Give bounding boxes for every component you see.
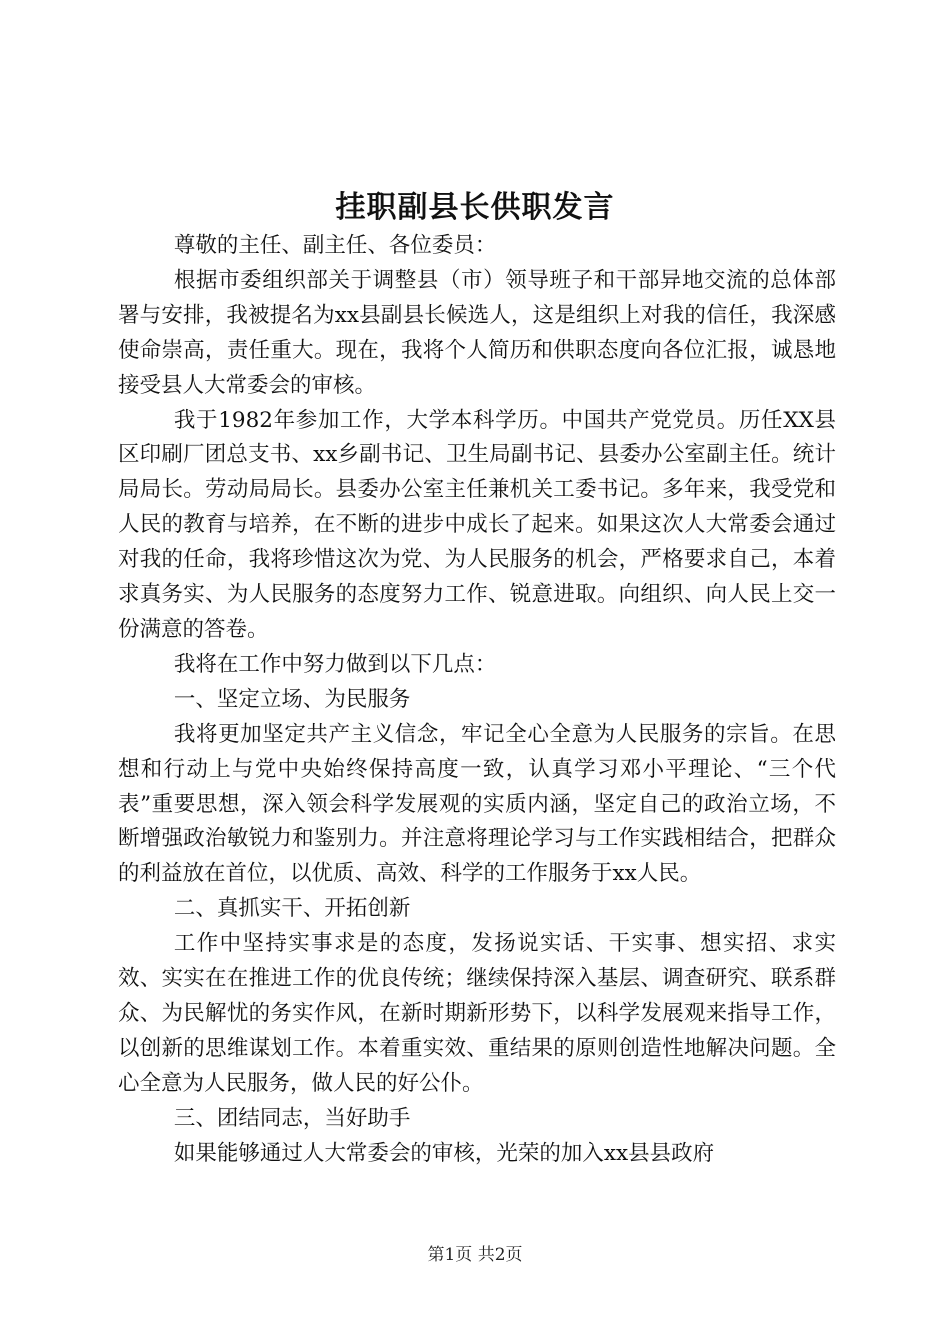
paragraph-section-1: 我将更加坚定共产主义信念，牢记全心全意为人民服务的宗旨。在思想和行动上与党中央始终保持高度一致，认真学习邓小平理论、“三个代表”重要思想，深入领会科学发展观的实质内涵，坚定自己的政治立场，不断增强政治敏锐力和鉴别力。并注意将理论学习与工作实践相结合，把群众的利益放在首位，以优质、高效、科学的工作服务于xx人民。 [118,721,836,887]
section-heading-2: 二、真抓实干、开拓创新 [173,896,411,922]
paragraph-section-2: 工作中坚持实事求是的态度，发扬说实话、干实事、想实招、求实效、实实在在推进工作的优良传统；继续保持深入基层、调查研究、联系群众、为民解忧的务实作风，在新时期新形势下，以科学发展观来指导工作，以创新的思维谋划工作。本着重实效、重结果的原则创造性地解决问题。全心全意为人民服务，做人民的好公仆。 [118,931,836,1096]
salutation: 尊敬的主任、副主任、各位委员： [173,233,497,258]
section-heading-3: 三、团结同志，当好助手 [173,1105,411,1131]
section-heading-1: 一、坚定立场、为民服务 [173,686,411,712]
document-body [118,229,836,1171]
paragraph-intro: 根据市委组织部关于调整县（市）领导班子和干部异地交流的总体部署与安排，我被提名为xx县副县长候选人，这是组织上对我的信任，我深感使命崇高，责任重大。现在，我将个人简历和供职态度向各位汇报，诚恳地接受县人大常委会的审核。 [118,267,836,398]
paragraph-resume: 我于1982年参加工作，大学本科学历。中国共产党党员。历任XX县区印刷厂团总支书、xx乡副书记、卫生局副书记、县委办公室副主任。统计局局长。劳动局局长。县委办公室主任兼机关工委书记。多年来，我受党和人民的教育与培养，在不断的进步中成长了起来。如果这次人大常委会通过对我的任命，我将珍惜这次为党、为人民服务的机会，严格要求自己，本着求真务实、为人民服务的态度努力工作、锐意进取。向组织、向人民上交一份满意的答卷。 [118,407,836,642]
page-footer: 第1页 共2页 [427,1245,523,1265]
paragraph-section-3: 如果能够通过人大常委会的审核，光荣的加入xx县县政府 [173,1140,715,1166]
paragraph-points-intro: 我将在工作中努力做到以下几点： [173,651,497,677]
document-title: 挂职副县长供职发言 [335,190,615,225]
